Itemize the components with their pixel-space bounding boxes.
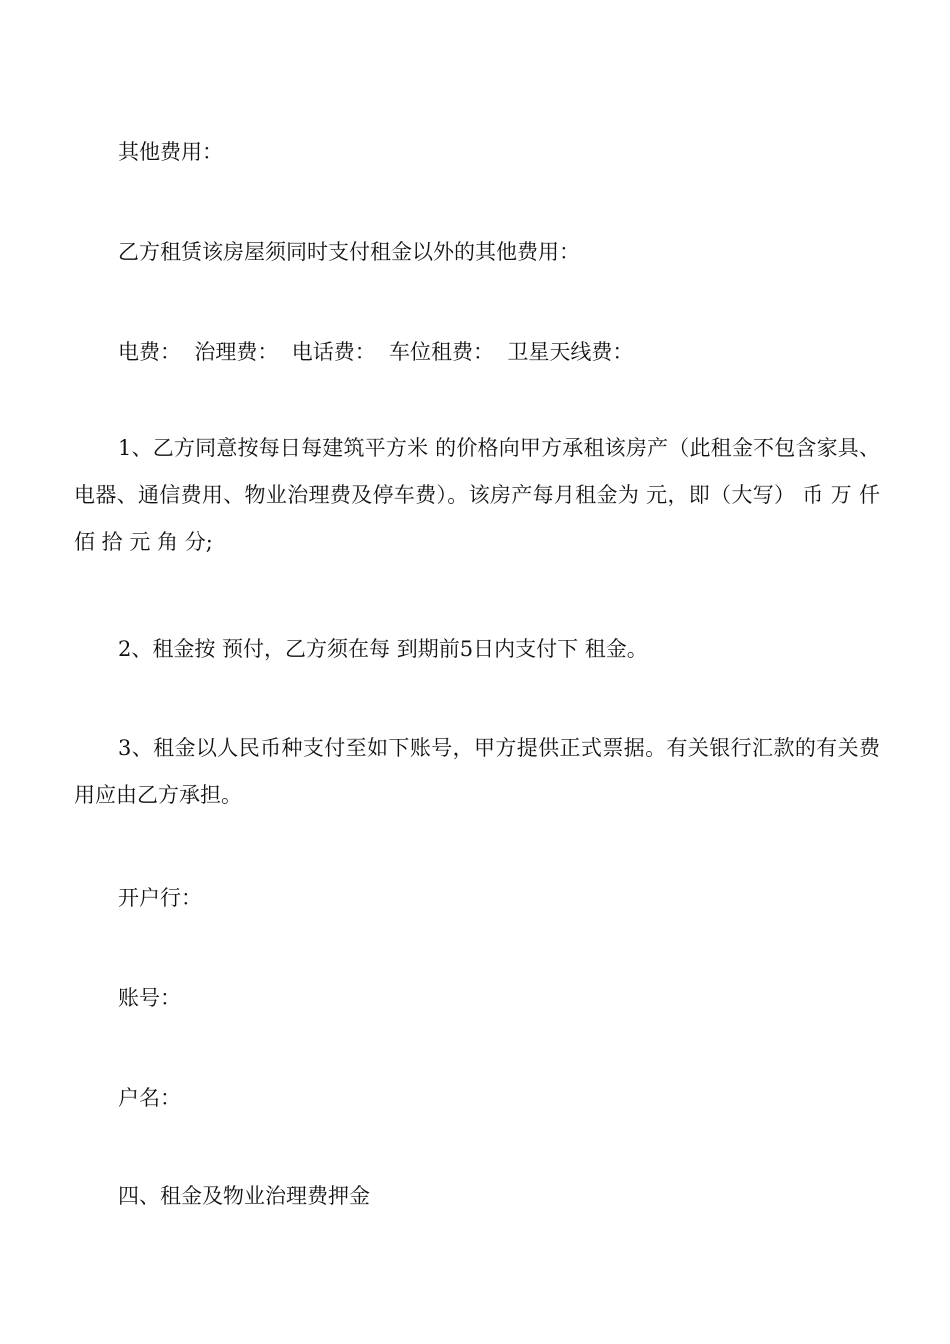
paragraph-account-number: 账号： <box>118 986 181 1010</box>
paragraph-clause-3-account: 3、租金以人民币种支付至如下账号，甲方提供正式票据。有关银行汇款的有关费用应由乙方承担。 <box>74 736 880 807</box>
paragraph-account-holder: 户名： <box>118 1086 181 1110</box>
paragraph-clause-2-payment: 2、租金按 预付，乙方须在每 到期前5日内支付下 租金。 <box>118 637 648 661</box>
paragraph-fee-list: 电费： 治理费： 电话费： 车位租费： 卫星天线费： <box>118 340 634 364</box>
paragraph-clause-1-rent: 1、乙方同意按每日每建筑平方米 的价格向甲方承租该房产（此租金不包含家具、电器、通信费用、物业治理费及停车费）。该房产每月租金为 元，即（大写） 币 万 仟 佰 拾 元 角 分; <box>74 436 887 554</box>
section-heading-deposit: 四、租金及物业治理费押金 <box>118 1184 370 1208</box>
paragraph-other-fees-intro: 乙方租赁该房屋须同时支付租金以外的其他费用： <box>118 240 580 264</box>
paragraph-other-fees-heading: 其他费用： <box>118 140 223 164</box>
paragraph-bank-name: 开户行： <box>118 886 202 910</box>
